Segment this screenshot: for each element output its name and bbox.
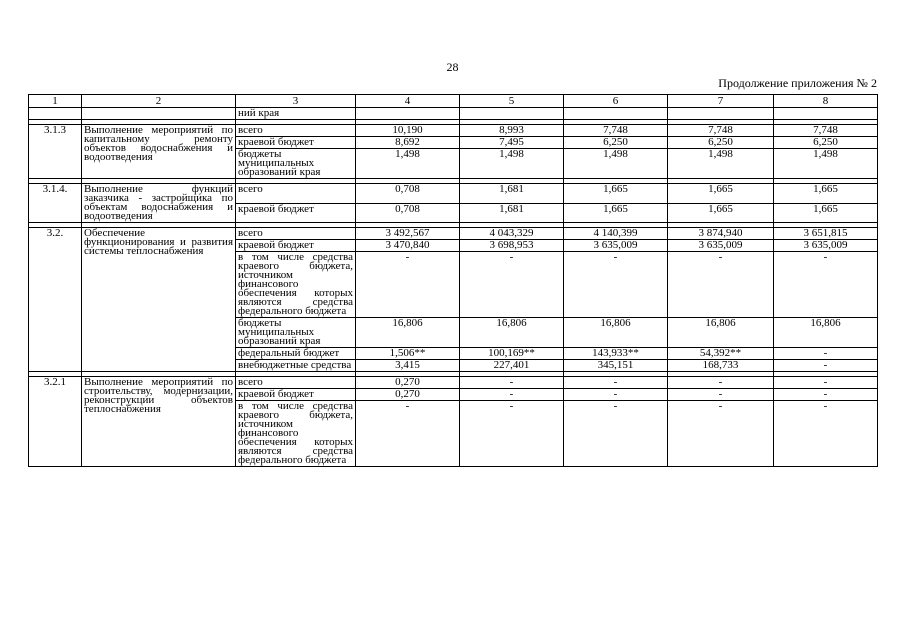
continuation-note: Продолжение приложения № 2	[718, 76, 877, 90]
amount-cell: 4 043,329	[460, 228, 564, 240]
amount-cell: -	[460, 401, 564, 467]
header-row	[29, 95, 878, 108]
column-header: 7	[668, 95, 774, 108]
amount-cell: 0,708	[356, 184, 460, 204]
amount-cell: 16,806	[774, 318, 878, 348]
amount-cell: 1,681	[460, 203, 564, 223]
amount-cell: -	[668, 401, 774, 467]
amount-cell: 6,250	[564, 137, 668, 149]
amount-cell: 1,498	[356, 149, 460, 179]
amount-cell: -	[774, 348, 878, 360]
funding-source: краевой бюджет	[236, 137, 356, 149]
amount-cell: 6,250	[668, 137, 774, 149]
amount-cell: 16,806	[460, 318, 564, 348]
amount-cell: 1,665	[564, 203, 668, 223]
funding-source: краевой бюджет	[236, 203, 356, 223]
funding-source: всего	[236, 125, 356, 137]
amount-cell: 3 874,940	[668, 228, 774, 240]
amount-cell: 100,169**	[460, 348, 564, 360]
amount-cell: 16,806	[564, 318, 668, 348]
carryover-row	[29, 108, 878, 120]
amount-cell: -	[460, 389, 564, 401]
column-header: 3	[236, 95, 356, 108]
amount-cell: -	[774, 377, 878, 389]
amount-cell: 1,665	[774, 203, 878, 223]
amount-cell: 1,498	[460, 149, 564, 179]
amount-cell: 1,506**	[356, 348, 460, 360]
amount-cell: 0,270	[356, 377, 460, 389]
carryover-text: ний края	[236, 108, 356, 120]
amount-cell: -	[564, 389, 668, 401]
table-row	[29, 228, 878, 240]
amount-cell: -	[774, 401, 878, 467]
funding-source: бюджеты муниципальных образований края	[236, 149, 356, 179]
amount-cell: 1,498	[668, 149, 774, 179]
amount-cell: 8,692	[356, 137, 460, 149]
amount-cell: 1,665	[668, 203, 774, 223]
funding-source: в том числе средства краевого бюджета, источником финансового обеспечения которых являются средства федерального бюджета	[236, 252, 356, 318]
item-name: Обеспечение функционирования и развития системы теплоснабжения	[82, 228, 236, 372]
amount-cell: -	[668, 389, 774, 401]
amount-cell: 0,708	[356, 203, 460, 223]
item-name: Выполнение мероприятий по капитальному ремонту объектов водоснабжения и водоотведения	[82, 125, 236, 179]
amount-cell: 3 492,567	[356, 228, 460, 240]
amount-cell: 1,681	[460, 184, 564, 204]
item-number: 3.2.	[29, 228, 82, 372]
amount-cell: 1,665	[774, 184, 878, 204]
amount-cell: 1,498	[774, 149, 878, 179]
column-header: 1	[29, 95, 82, 108]
item-number: 3.1.3	[29, 125, 82, 179]
amount-cell: 1,498	[564, 149, 668, 179]
column-header: 2	[82, 95, 236, 108]
amount-cell: 3 698,953	[460, 240, 564, 252]
amount-cell: 4 140,399	[564, 228, 668, 240]
amount-cell: 3 470,840	[356, 240, 460, 252]
amount-cell: -	[774, 252, 878, 318]
item-number: 3.1.4.	[29, 184, 82, 223]
funding-source: краевой бюджет	[236, 389, 356, 401]
table-row	[29, 125, 878, 137]
amount-cell: 54,392**	[668, 348, 774, 360]
amount-cell: 143,933**	[564, 348, 668, 360]
funding-source: всего	[236, 228, 356, 240]
amount-cell: -	[564, 377, 668, 389]
amount-cell: 7,748	[774, 125, 878, 137]
funding-source: всего	[236, 184, 356, 204]
amount-cell: 0,270	[356, 389, 460, 401]
amount-cell: 345,151	[564, 360, 668, 372]
amount-cell: -	[460, 377, 564, 389]
amount-cell: -	[564, 401, 668, 467]
amount-cell: -	[356, 401, 460, 467]
amount-cell: -	[668, 377, 774, 389]
amount-cell: 7,748	[668, 125, 774, 137]
amount-cell: 3 635,009	[564, 240, 668, 252]
amount-cell: 7,748	[564, 125, 668, 137]
column-header: 6	[564, 95, 668, 108]
table-row	[29, 377, 878, 389]
table-row	[29, 184, 878, 204]
amount-cell: 3,415	[356, 360, 460, 372]
amount-cell: -	[564, 252, 668, 318]
budget-table	[28, 94, 878, 467]
column-header: 4	[356, 95, 460, 108]
funding-source: всего	[236, 377, 356, 389]
item-name: Выполнение функций заказчика - застройщика по объектам водоснабжения и водоотведения	[82, 184, 236, 223]
funding-source: внебюджетные средства	[236, 360, 356, 372]
amount-cell: 168,733	[668, 360, 774, 372]
amount-cell: 6,250	[774, 137, 878, 149]
funding-source: федеральный бюджет	[236, 348, 356, 360]
page-number: 28	[446, 60, 459, 74]
amount-cell: -	[668, 252, 774, 318]
column-header: 5	[460, 95, 564, 108]
item-number: 3.2.1	[29, 377, 82, 467]
amount-cell: 3 635,009	[668, 240, 774, 252]
amount-cell: -	[356, 252, 460, 318]
amount-cell: -	[774, 360, 878, 372]
amount-cell: 3 635,009	[774, 240, 878, 252]
amount-cell: 8,993	[460, 125, 564, 137]
funding-source: в том числе средства краевого бюджета, источником финансового обеспечения которых являются средства федерального бюджета	[236, 401, 356, 467]
amount-cell: -	[460, 252, 564, 318]
amount-cell: 7,495	[460, 137, 564, 149]
item-name: Выполнение мероприятий по строительству, модернизации, реконструкции объектов теплоснабжения	[82, 377, 236, 467]
amount-cell: 10,190	[356, 125, 460, 137]
funding-source: краевой бюджет	[236, 240, 356, 252]
column-header: 8	[774, 95, 878, 108]
funding-source: бюджеты муниципальных образований края	[236, 318, 356, 348]
amount-cell: 3 651,815	[774, 228, 878, 240]
amount-cell: 1,665	[564, 184, 668, 204]
amount-cell: 1,665	[668, 184, 774, 204]
amount-cell: 16,806	[356, 318, 460, 348]
amount-cell: 227,401	[460, 360, 564, 372]
amount-cell: 16,806	[668, 318, 774, 348]
amount-cell: -	[774, 389, 878, 401]
